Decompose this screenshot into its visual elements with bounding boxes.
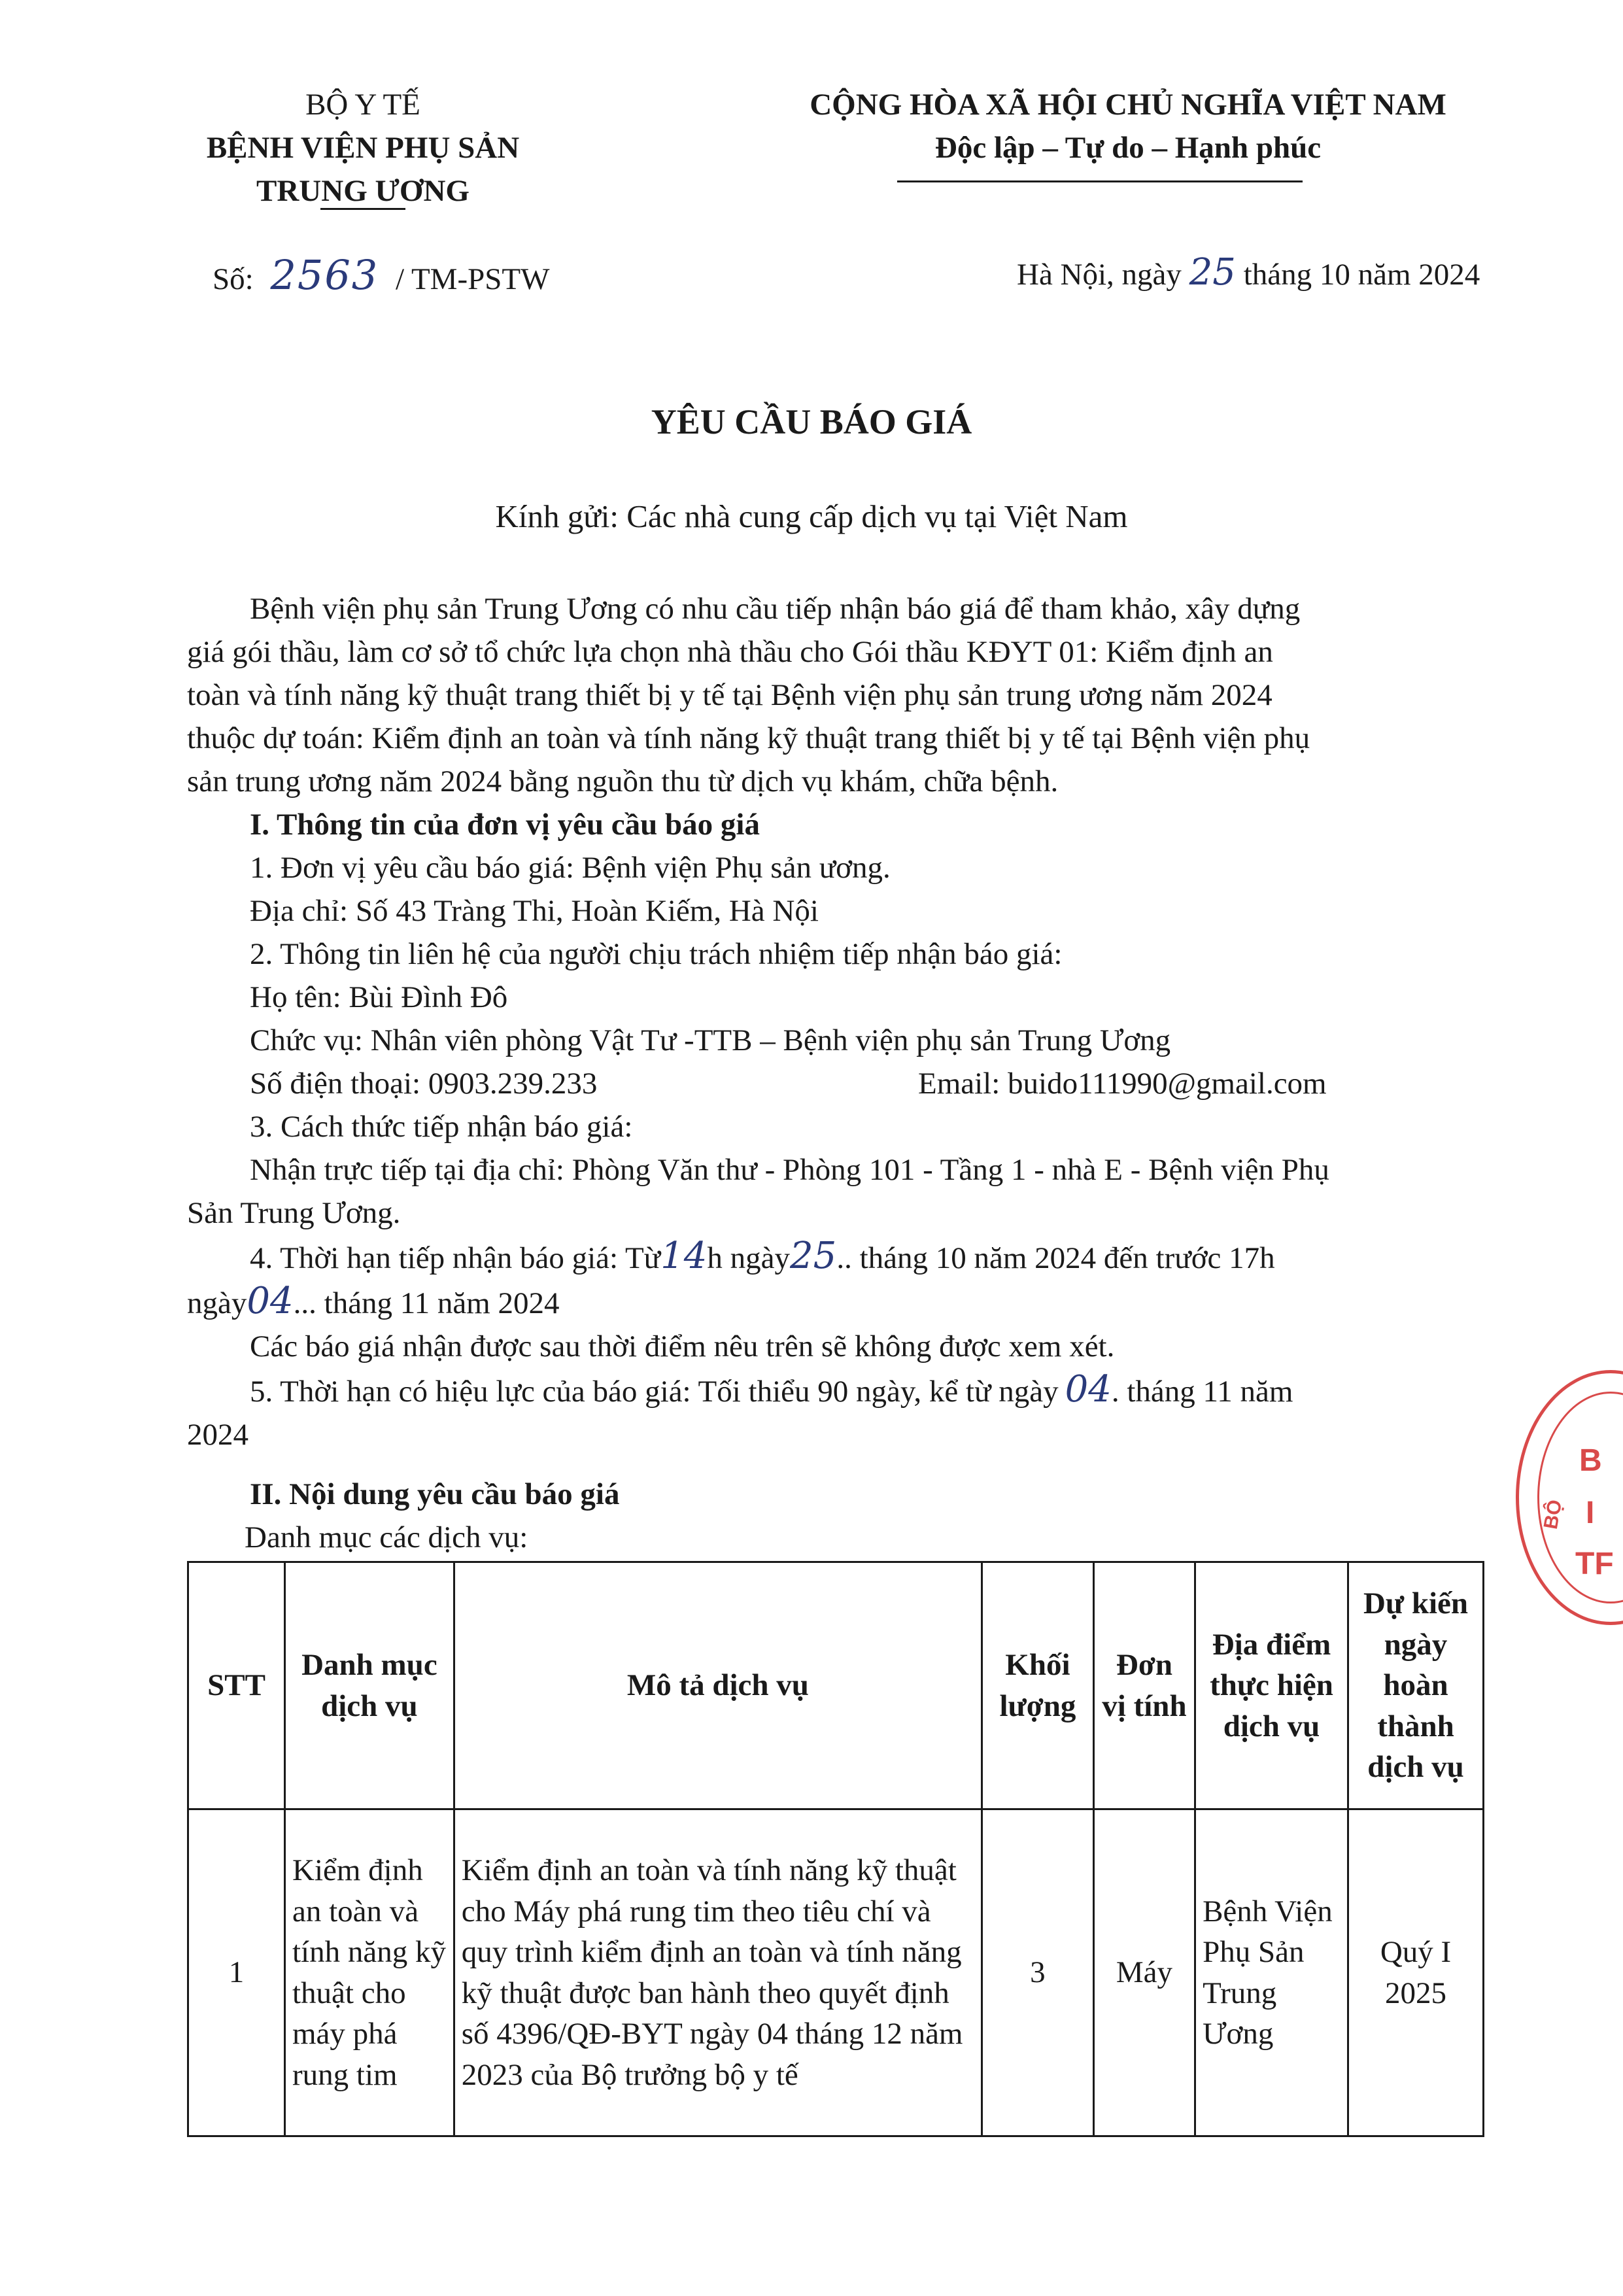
greeting: Kính gửi: Các nhà cung cấp dịch vụ tại Việt Nam (495, 498, 1128, 534)
receive-method-line2: Sản Trung Ương. (187, 1196, 401, 1230)
header-category: Danh mục dịch vụ (285, 1562, 454, 1809)
document-title: YÊU CẦU BÁO GIÁ (651, 402, 972, 441)
contact-phone-email-row (187, 1062, 1560, 1105)
number-handwritten: 2563 (270, 251, 379, 299)
stamp-letter: B (1579, 1443, 1602, 1478)
header-right (719, 84, 1537, 170)
header-unit: Đơn vị tính (1093, 1562, 1195, 1809)
cell-unit: Máy (1093, 1809, 1195, 2136)
intro-line: sản trung ương năm 2024 bằng nguồn thu từ dịch vụ khám, chữa bệnh. (187, 764, 1059, 798)
cell-quantity: 3 (982, 1809, 1094, 2136)
intro-line: toàn và tính năng kỹ thuật trang thiết bị y tế tại Bệnh viện phụ sản trung ương năm 2024 (187, 678, 1273, 712)
deadline-hour-handwritten: 14 (660, 1235, 708, 1277)
document-number (213, 247, 549, 304)
deadline-text: h ngày (707, 1241, 791, 1275)
section-1-heading: I. Thông tin của đơn vị yêu cầu báo giá (250, 808, 760, 842)
intro-line: Bệnh viện phụ sản Trung Ương có nhu cầu tiếp nhận báo giá để tham khảo, xây dựng (250, 592, 1301, 626)
contact-email: Email: buido111990@gmail.com (918, 1067, 1327, 1101)
deadline-text: .. tháng 10 năm 2024 đến trước 17h (836, 1241, 1275, 1275)
validity-year: 2024 (187, 1418, 248, 1452)
date-day-handwritten: 25 (1189, 251, 1236, 294)
contact-heading: 2. Thông tin liên hệ của người chịu trách nhiệm tiếp nhận báo giá: (250, 937, 1063, 971)
requester-address: Địa chỉ: Số 43 Tràng Thi, Hoàn Kiếm, Hà Nội (250, 894, 819, 928)
hospital-name-line1: BỆNH VIỆN PHỤ SẢN (206, 130, 520, 165)
intro-line: giá gói thầu, làm cơ sở tổ chức lựa chọn nhà thầu cho Gói thầu KĐYT 01: Kiểm định an (187, 635, 1273, 669)
late-note: Các báo giá nhận được sau thời điểm nêu trên sẽ không được xem xét. (250, 1329, 1115, 1363)
country-name: CỘNG HÒA XÃ HỘI CHỦ NGHĨA VIỆT NAM (810, 88, 1446, 122)
stamp-letter: TF (1575, 1547, 1614, 1581)
cell-description: Kiểm định an toàn và tính năng kỹ thuật cho Máy phá rung tim theo tiêu chí và quy trình kiểm định an toàn và tính năng kỹ thuật được ban hành theo quyết định số 4396/QĐ-BYT ngày 04 tháng 12 năm 2023 của Bộ trưởng bộ y tế (454, 1809, 982, 2136)
table-row (188, 1809, 1484, 2136)
date-suffix: tháng 10 năm 2024 (1243, 258, 1480, 292)
section-2-heading: II. Nội dung yêu cầu báo giá (250, 1477, 620, 1511)
deadline-end-day-handwritten: 04 (247, 1280, 294, 1322)
deadline-day-handwritten: 25 (790, 1235, 837, 1277)
stamp-side-text: BỘ (1539, 1498, 1567, 1531)
hospital-name-line2: TRUNG ƯƠNG (256, 173, 470, 208)
header-left (183, 84, 543, 213)
section-1 (187, 803, 1560, 1456)
number-suffix: / TM-PSTW (396, 262, 550, 296)
deadline-text: ngày (187, 1286, 247, 1320)
contact-position: Chức vụ: Nhân viên phòng Vật Tư -TTB – Bệnh viện phụ sản Trung Ương (250, 1023, 1171, 1057)
intro-line: thuộc dự toán: Kiểm định an toàn và tính năng kỹ thuật trang thiết bị y tế tại Bệnh viện phụ (187, 721, 1310, 755)
header-description: Mô tả dịch vụ (454, 1562, 982, 1809)
header-location: Địa điểm thực hiện dịch vụ (1195, 1562, 1348, 1809)
header-completion: Dự kiến ngày hoàn thành dịch vụ (1348, 1562, 1483, 1809)
ministry-name: BỘ Y TẾ (305, 88, 420, 122)
cell-category: Kiểm định an toàn và tính năng kỹ thuật cho máy phá rung tim (285, 1809, 454, 2136)
receive-method-line1: Nhận trực tiếp tại địa chỉ: Phòng Văn thư - Phòng 101 - Tầng 1 - nhà E - Bệnh viện Phụ (250, 1153, 1329, 1187)
receive-method-heading: 3. Cách thức tiếp nhận báo giá: (250, 1110, 633, 1144)
document-date (1017, 247, 1480, 298)
intro-paragraph (187, 587, 1521, 803)
header-quantity: Khối lượng (982, 1562, 1094, 1809)
deadline-line1 (187, 1235, 1560, 1280)
validity-line1 (187, 1368, 1560, 1413)
motto: Độc lập – Tự do – Hạnh phúc (934, 130, 1322, 165)
header-left-underline (320, 208, 405, 210)
cell-stt: 1 (188, 1809, 285, 2136)
deadline-text: ... tháng 11 năm 2024 (293, 1286, 560, 1320)
header-stt: STT (188, 1562, 285, 1809)
deadline-text: 4. Thời hạn tiếp nhận báo giá: Từ (250, 1241, 661, 1275)
stamp-letter: I (1586, 1496, 1595, 1530)
validity-text: . tháng 11 năm (1111, 1375, 1293, 1409)
cell-completion: Quý I 2025 (1348, 1809, 1483, 2136)
motto-underline (897, 180, 1303, 182)
deadline-line2 (187, 1280, 1560, 1325)
number-prefix: Số: (213, 262, 254, 296)
services-table (187, 1561, 1484, 2137)
service-list-label: Danh mục các dịch vụ: (245, 1520, 528, 1554)
section-2 (187, 1473, 1560, 1559)
contact-name: Họ tên: Bùi Đình Đô (250, 980, 508, 1014)
requester-unit: 1. Đơn vị yêu cầu báo giá: Bệnh viện Phụ sản ương. (250, 851, 891, 885)
contact-phone: Số điện thoại: 0903.239.233 (250, 1067, 598, 1101)
validity-day-handwritten: 04 (1065, 1368, 1112, 1411)
validity-text: 5. Thời hạn có hiệu lực của báo giá: Tối thiểu 90 ngày, kể từ ngày (250, 1375, 1059, 1409)
date-prefix: Hà Nội, ngày (1017, 258, 1182, 292)
table-header-row (188, 1562, 1484, 1809)
cell-location: Bệnh Viện Phụ Sản Trung Ương (1195, 1809, 1348, 2136)
